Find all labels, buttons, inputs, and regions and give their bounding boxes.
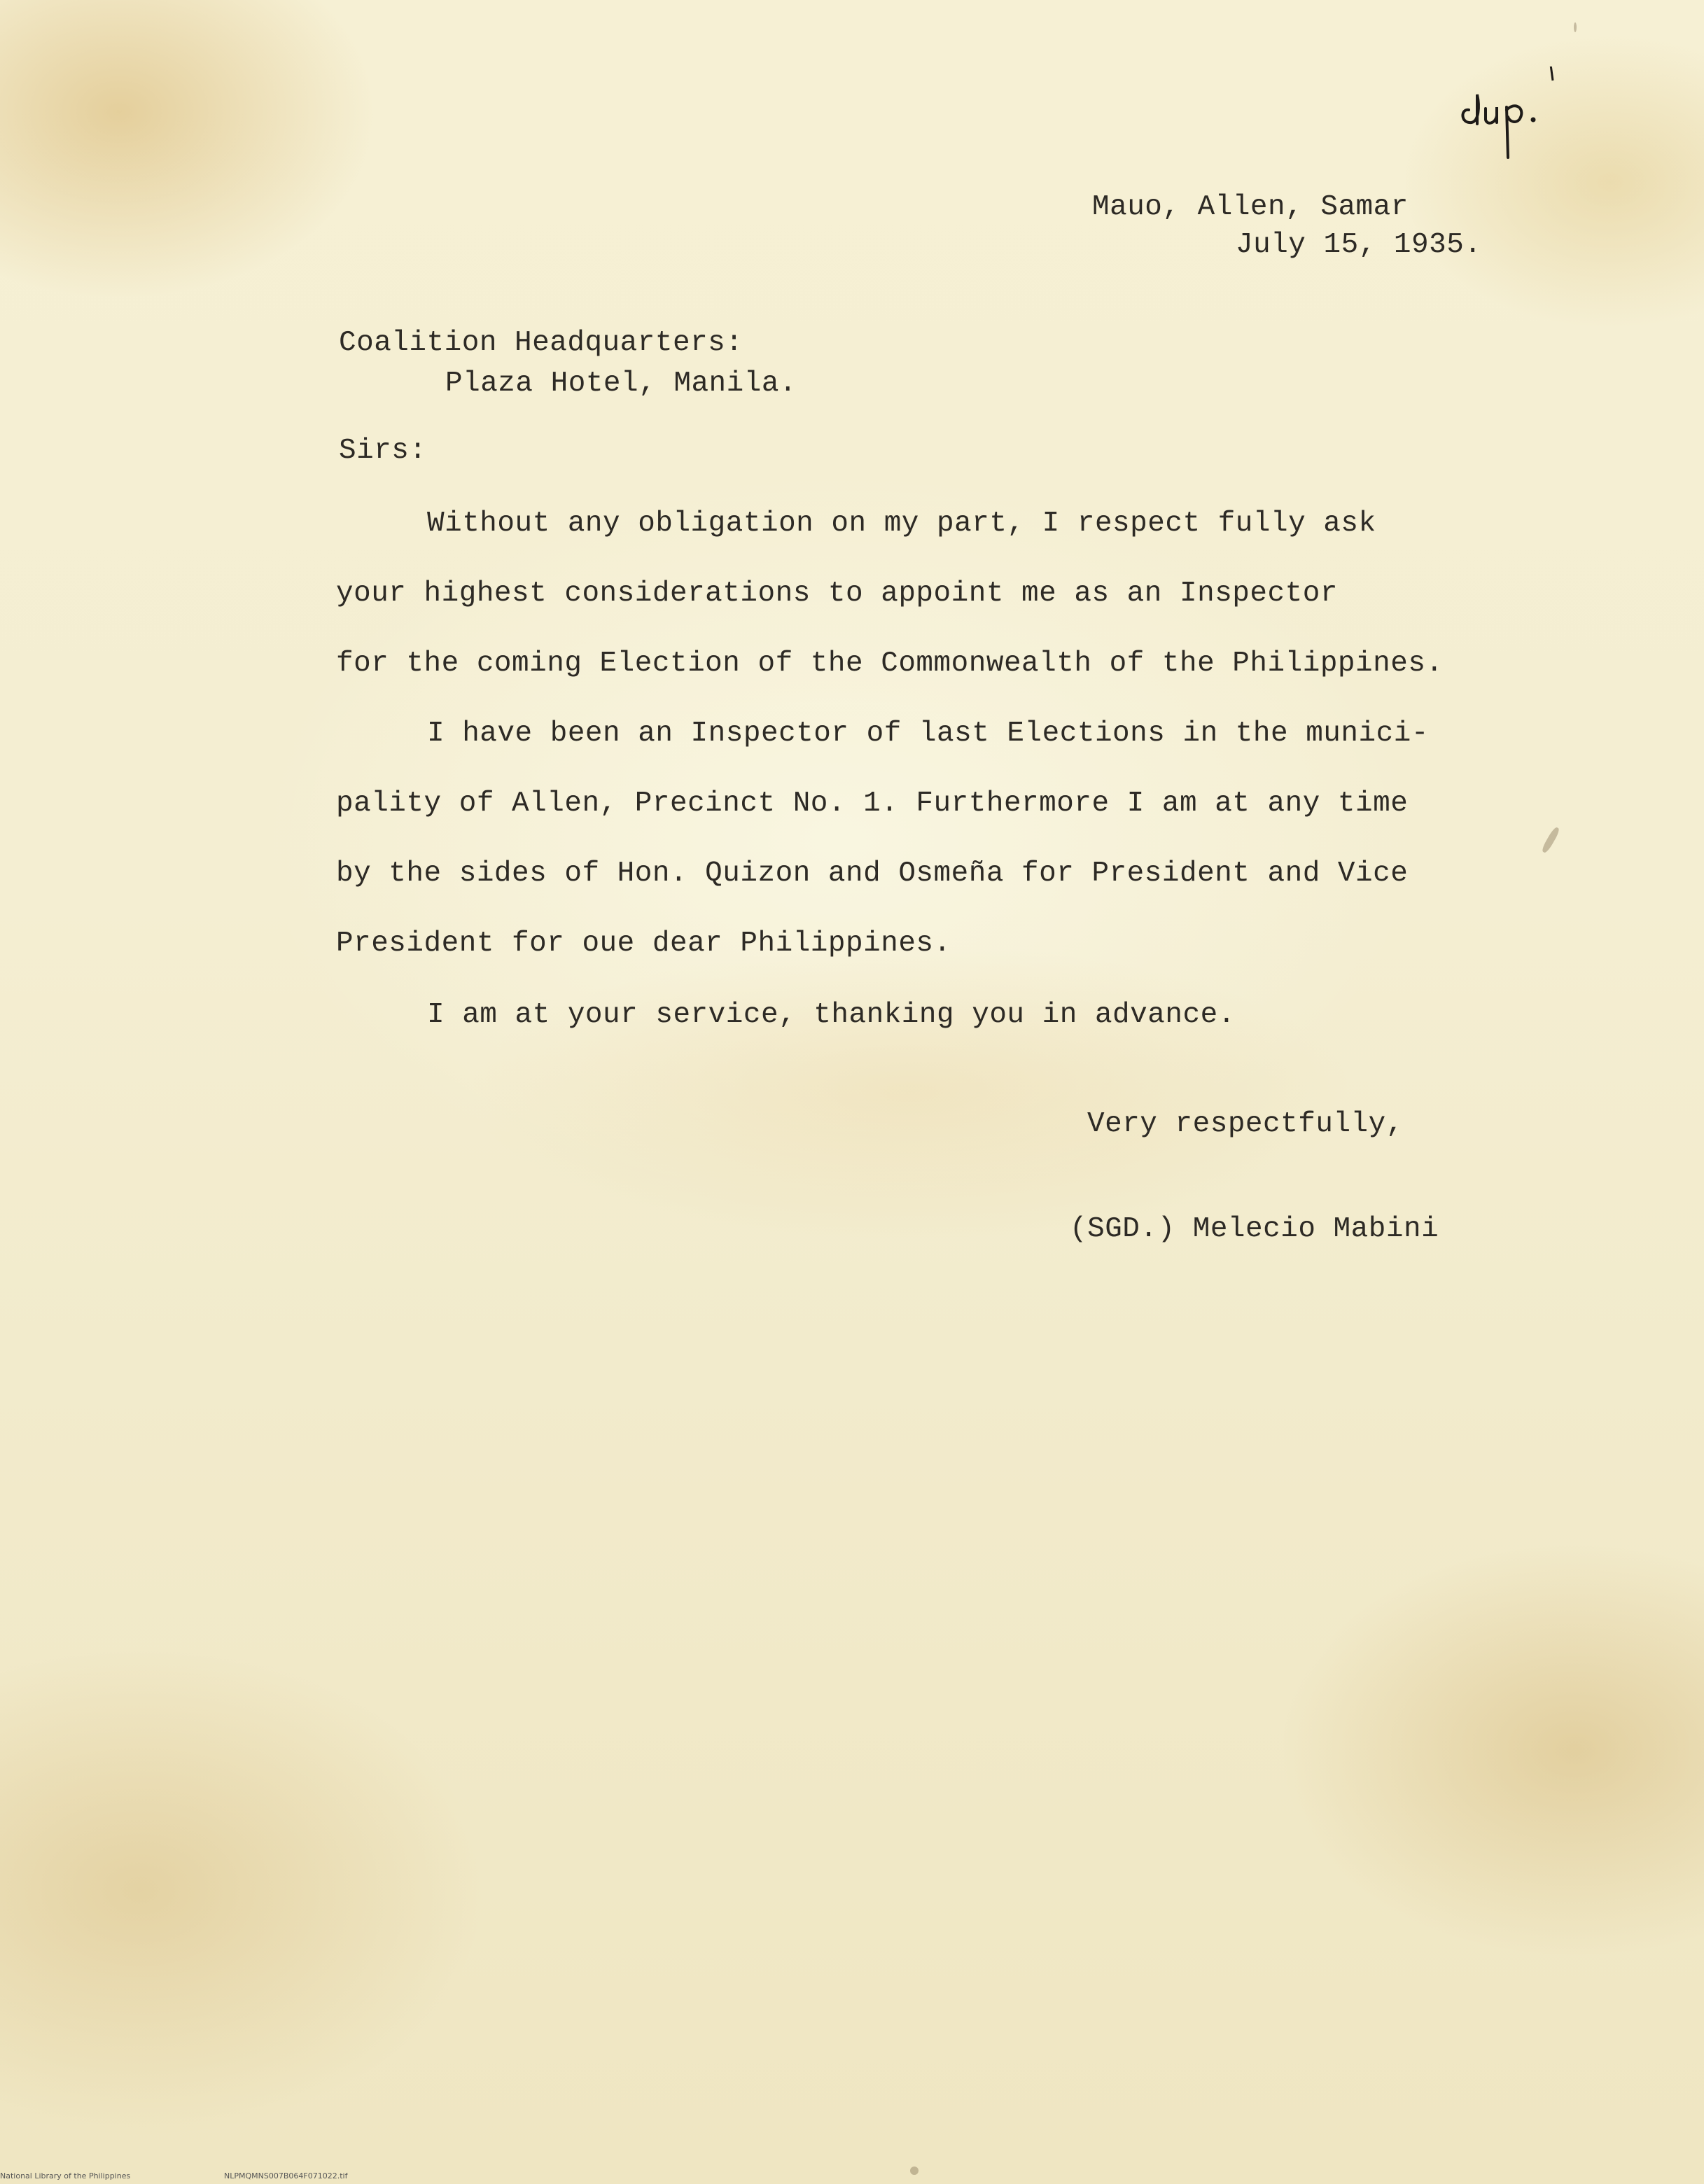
footer-archive: National Library of the Philippines <box>0 2171 131 2180</box>
footer-file-id: NLPMQMNS007B064F071022.tif <box>224 2171 348 2180</box>
signature: (SGD.) Melecio Mabini <box>1070 1213 1439 1245</box>
paper-speck <box>1574 22 1577 32</box>
letter-place: Mauo, Allen, Samar <box>1092 191 1409 223</box>
body-line: your highest considerations to appoint me as an Inspector <box>336 578 1338 610</box>
handwritten-note-dup <box>1456 66 1561 172</box>
body-line: President for oue dear Philippines. <box>336 927 951 960</box>
paper-speck <box>1541 826 1561 854</box>
recipient-address: Plaza Hotel, Manila. <box>445 368 797 400</box>
body-line: by the sides of Hon. Quizon and Osmeña for President and Vice <box>336 858 1409 890</box>
closing: Very respectfully, <box>1087 1108 1404 1140</box>
body-line: for the coming Election of the Commonwealth of the Philippines. <box>336 648 1444 680</box>
letter-date: July 15, 1935. <box>1236 229 1482 261</box>
salutation: Sirs: <box>339 435 427 467</box>
body-line: pality of Allen, Precinct No. 1. Furthermore I am at any time <box>336 788 1409 820</box>
body-line: I am at your service, thanking you in advance. <box>427 999 1236 1031</box>
body-line: I have been an Inspector of last Elections in the munici- <box>427 718 1429 750</box>
paper-speck <box>910 2166 919 2175</box>
body-line: Without any obligation on my part, I respect fully ask <box>427 507 1376 540</box>
recipient-name: Coalition Headquarters: <box>339 327 743 359</box>
